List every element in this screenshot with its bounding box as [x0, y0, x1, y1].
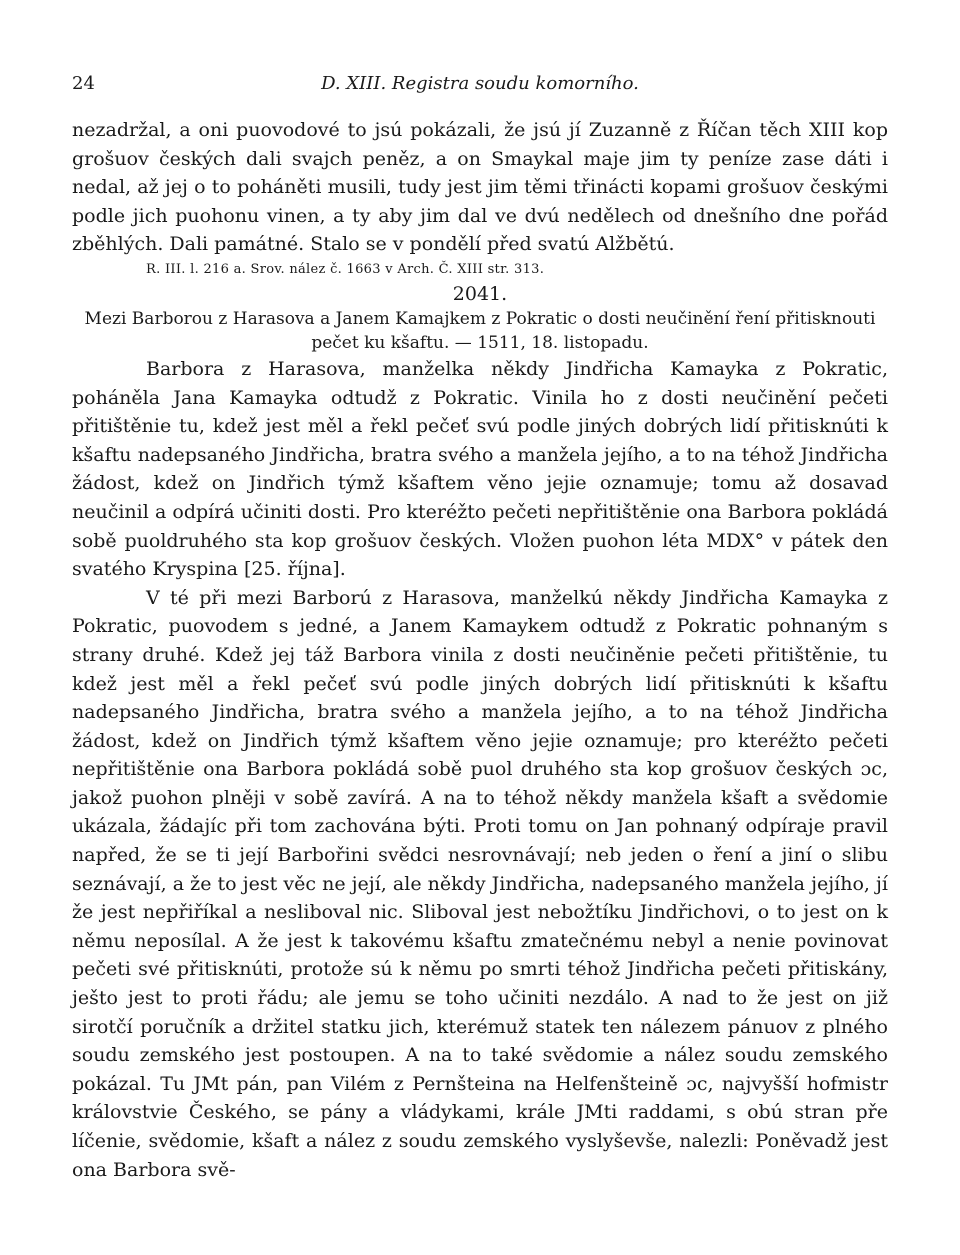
paragraph-complaint: Barbora z Harasova, manželka někdy Jindřicha Kamayka z Pokratic, poháněla Jana Kamayka odtudž z Pokratic. Vinila ho z dosti neučinění pečeti přitištěnie tu, kdež jest měl a řekl pečeť svú podle jiných dobrých lidí přitisknúti k kšaftu nadepsaného Jindřicha, bratra svého a manžela jejího, a to na téhož Jindřicha žádost, kdež on Jindřich týmž kšaftem věno jejie oznamuje; tomu až dosavad neučinil a odpírá učiniti dosti. Pro kteréžto pečeti nepřitištěnie ona Barbora pokládá sobě puoldruhého sta kop grošuov českých. Vložen puohon léta MDX° v pátek den svatého Kryspina [25. října]. [72, 357, 888, 581]
entry-summary: Mezi Barborou z Harasova a Janem Kamajkem z Pokratic o dosti neučinění ření přitisknouti pečet ku kšaftu. — 1511, 18. listopadu. [84, 308, 876, 353]
paragraph-judgment: V té při mezi Barború z Harasova, manželkú někdy Jindřicha Kamayka z Pokratic, puovodem s jedné, a Janem Kamaykem odtudž z Pokratic pohnaným s strany druhé. Kdež jej táž Barbora vinila z dosti neučiněnie pečeti přitištěnie, tu kdež jest měl a řekl pečeť svú podle jiných dobrých lidí přitisknúti k kšaftu nadepsaného Jindřicha, bratra svého a manžela jejího, a to na téhož Jindřicha žádost, kdež on Jindřich týmž kšaftem věno jejie oznamuje; pro kteréžto pečeti nepřitištěnie ona Barbora pokládá sobě puol druhého sta kop grošuov českých ɔc, jakož puohon plněji v sobě zavírá. A na to téhož někdy manžela kšaft a svědomie ukázala, žádajíc při tom zachována býti. Proti tomu on Jan pohnaný odpíraje pravil napřed, že se ti její Barbořini svědci nesrovnávají; neb jeden o ření a jiní o slibu seznávají, a že to jest věc ne její, ale někdy Jindřicha, nadepsaného manžela jejího, jí že jest nepřiříkal a nesliboval nic. Sliboval jest nebožtíku Jindřichovi, o to jest on k němu neposílal. A že jest k takovému kšaftu zmatečnému nebyl a nenie povinovat pečeti své přitisknúti, protože sú k němu po smrti téhož Jindřicha pečeti přitiskány, ješto jest to proti řádu; ale jemu se toho učiniti nezdálo. A nad to že jest on již sirotčí poručník a držitel statku jich, kterémuž statek ten nálezem pánuov z plného soudu zemského jest postoupen. A na to také svědomie a nález soudu zemského pokázal. Tu JMt pán, pan Vilém z Pernšteina na Helfenšteině ɔc, najvyšší hofmistr královstvie Českého, se pány a vládykami, krále JMti raddami, s obú stran pře líčenie, svědomie, kšaft a nález z soudu zemského vyslyševše, nalezli: Poněvadž jest ona Barbora svě- [72, 586, 888, 1181]
entry-number: 2041. [452, 282, 508, 305]
paragraph-continuation: nezadržal, a oni puovodové to jsú pokázali, že jsú jí Zuzanně z Říčan těch XIII kop grošuov českých dali svajch peněz, a on Smaykal maje jim ty peníze zase dáti i nedal, až jej o to poháněti musili, tudy jest jim těmi třinácti kopami grošuov českými podle jich puohonu vinen, a ty aby jim dal ve dvú nedělech od dnešního dne pořád zběhlých. Dali památné. Stalo se v pondělí před svatú Alžbětú. [72, 119, 888, 256]
page-header [72, 72, 888, 96]
source-reference: R. III. l. 216 a. Srov. nález č. 1663 v Arch. Č. XIII str. 313. [146, 261, 545, 277]
running-title: D. XIII. Registra soudu komorního. [321, 73, 639, 94]
page-number: 24 [72, 73, 95, 94]
body-text [72, 116, 888, 1184]
